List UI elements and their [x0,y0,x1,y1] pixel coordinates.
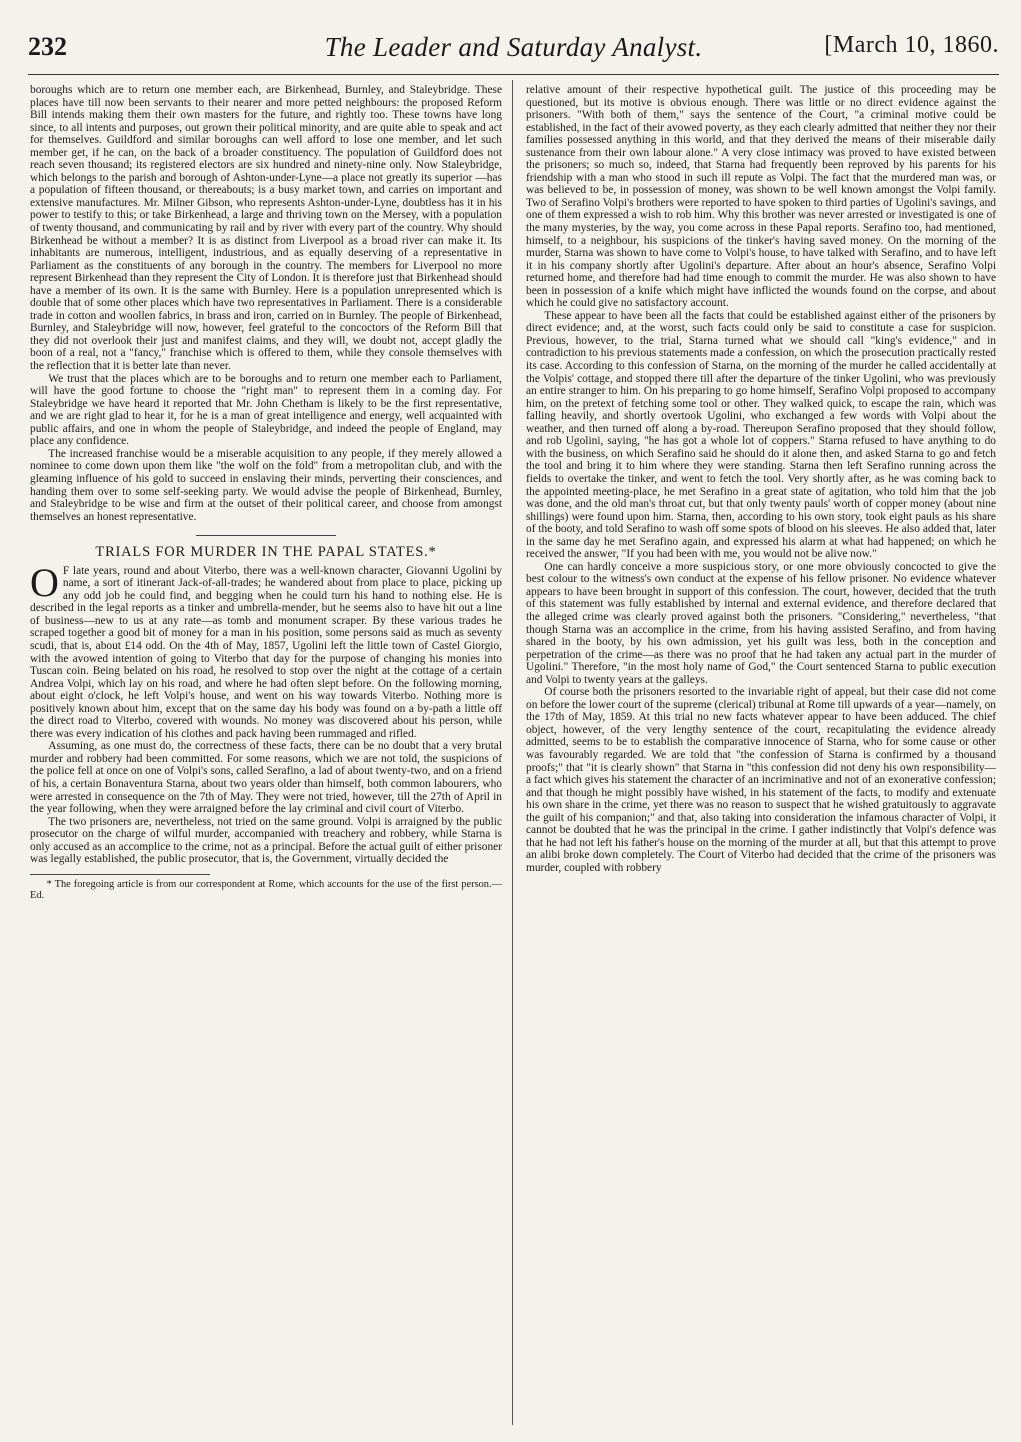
issue-date: [March 10, 1860. [824,32,999,58]
left-column [30,84,502,902]
article-paragraph: These appear to have been all the facts that could be established against either of the prisoners by direct evidence; and, at the worst, such facts could only be said to constitute a case for suspicion. Previous, however, to the trial, Starna turned what we should call "king's evidence," and in contradiction to his previous statements made a confession, on which the prosecution practically rested its case. According to this confession of Starna, on the morning of the murder he called accidentally at the Volpis' cottage, and stopped there till after the departure of the tinker Ugolini, who was previously an entire stranger to him. On his preparing to go home himself, Serafino Volpi proposed to accompany him, on the pretext of fetching some tool or other. They walked quick, to escape the rain, which was falling heavily, and shortly overtook Ugolini, who exchanged a few words with Volpi about the weather, and then turned off along a by-road. Thereupon Serafino proposed that they should follow, and rob Ugolini, saying, "he has got a whole lot of coppers." Starna refused to have anything to do with the business, on which Serafino said he should do it alone then, and asked Starna to go and fetch the tool and bring it to him where they were standing. Starna then left Serafino running across the fields to overtake the tinker, and went to fetch the tool. Very shortly after, as he was coming back to the appointed meeting-place, he met Serafino in a great state of agitation, who told him that the job was done, and the old man's throat cut, but that only twenty pauls' worth of copper money (about nine shillings) were found upon him. Starna, then, according to his own story, took eight pauls as his share of the booty, and told Serafino to wash off some spots of blood on his sleeves. He also added that, later in the same day he met Serafino again, and expressed his alarm at what had happened; on which he received the answer, "If you had been with me, you would not be alive now." [526,309,996,561]
section-divider [196,535,336,536]
article-paragraph: The increased franchise would be a miserable acquisition to any people, if they merely allowed a nominee to come down upon them like "the wolf on the fold" from a metropolitan club, and with the gleaming influence of his gold to succeed in enslaving their minds, perverting their consciences, and handing them over to some self-seeking party. We would advise the people of Birkenhead, Burnley, and Staleybridge to be wise and firm at the outset of their political career, and choose from amongst themselves an honest representative. [30,447,502,523]
article-paragraph: relative amount of their respective hypothetical guilt. The justice of this proceeding may be questioned, but its motive is obvious enough. There was little or no direct evidence against the prisoners. "With both of them," says the sentence of the Court, "a criminal motive could be established, in the fact of their avowed poverty, as they each clearly admitted that neither they nor their families possessed anything in this world, and that they derived the means of their miserable daily sustenance from their own labour alone." A very close intimacy was proved to have existed between the prisoners; so much so, indeed, that Starna had frequently been reproved by his parents for his friendship with a man who stood in such ill repute as Volpi. The fact that the murdered man was, or was believed to be, in possession of money, was shown to be well known amongst the Volpi family. Two of Serafino Volpi's brothers were reported to have spoken to third parties of Ugolini's savings, and one of them expressed a wish to rob him. Why this brother was never arrested or investigated is one of the many mysteries, by the way, you come across in these Papal reports. Serafino too, had mentioned, himself, to a neighbour, his suspicions of the tinker's having saved money. On the morning of the murder, Starna was shown to have come to Volpi's house, to have talked with Serafino, and to have left it in his company shortly after Ugolini's departure. After about an hour's absence, Serafino Volpi returned home, and therefore had had time enough to commit the murder. He was also shown to have been in possession of a knife which might have inflicted the wounds found on the corpse, and about which he could give no satisfactory account. [526,84,996,310]
column-divider [512,80,513,1425]
right-column [526,84,996,874]
publication-title: The Leader and Saturday Analyst. [324,32,703,62]
footnote-rule [30,874,210,875]
article-paragraph: We trust that the places which are to be boroughs and to return one member each to Parliament, will have the good fortune to choose the "right man" to represent them in a coming day. For Staleybridge we have heard it reported that Mr. John Chetham is likely to be the first representative, and we are right glad to hear it, for he is a man of great intelligence and energy, well acquainted with public affairs, and one in whom the people of Staleybridge, and indeed the people of England, may place any confidence. [30,372,502,448]
footnote: * The foregoing article is from our correspondent at Rome, which accounts for the use of the first person.—Ed. [30,878,502,902]
header-rule [28,74,999,75]
first-paragraph-text: F late years, round and about Viterbo, there was a well-known character, Giovanni Ugolini by name, a sort of itinerant Jack-of-all-trades; he wandered about from place to place, picking up any odd job he could find, and begging when he could turn his hand to nothing else. He is described in the legal reports as a tinker and umbrella-mender, but he seems also to have hit out a line of business—new to us at any rate—as tomb and monument scraper. By these various trades he scraped together a good bit of money for a man in his position, some persons said as much as seventy scudi, that is, about £14 odd. On the 4th of May, 1857, Ugolini left the little town of Castel Giorgio, with the avowed intention of going to Viterbo that day for the purpose of changing his monies into Tuscan coin. Being belated on his road, he resolved to stop over the night at the cottage of a certain Andrea Volpi, which lay on his road, and where he had often slept before. On the following morning, about eight o'clock, he left Volpi's house, and went on his way towards Viterbo. Nothing more is positively known about him, except that on the same day his body was found on a by-path a little off the direct road to Viterbo, covered with wounds. No money was discovered about his person, while there was every indication of his clothes and pack having been rummaged and rifled. [30,564,502,740]
page-number: 232 [28,32,67,61]
article-paragraph: The two prisoners are, nevertheless, not tried on the same ground. Volpi is arraigned by the public prosecutor on the charge of wilful murder, accompanied with treachery and robbery, while Starna is only accused as an accomplice to the crime, not as a principal. Before the actual guilt of either prisoner was legally established, the public prosecutor, that is, the Government, virtually decided the [30,815,502,866]
article-paragraph: One can hardly conceive a more suspicious story, or one more obviously concocted to give the best colour to the witness's own conduct at the expense of his fellow prisoner. No evidence whatever appears to have been brought in support of this confession. The court, however, decided that the truth of this statement was fully established by internal and external evidence, and therefore declared that the alleged crime was clearly proved against both the prisoners. "Considering," nevertheless, "that though Starna was an accomplice in the crime, from his having assisted Serafino, and from having shared in the booty, by his own admission, yet his guilt was less, both in the conception and perpetration of the crime—as there was no proof that he had taken any actual part in the murder of Ugolini." Therefore, "in the most holy name of God," the Court sentenced Starna to public execution and Volpi to twenty years at the galleys. [526,560,996,686]
article-paragraph [30,559,502,741]
section-title: TRIALS FOR MURDER IN THE PAPAL STATES.* [95,544,437,561]
article-paragraph: Of course both the prisoners resorted to the invariable right of appeal, but their case did not come on before the lower court of the supreme (clerical) tribunal at Rome till upwards of a year—namely, on the 17th of May, 1859. At this trial no new facts whatever appear to have been adduced. The chief object, however, of the very lengthy sentence of the court, recapitulating the evidence already admitted, seems to be to establish the comparative innocence of Starna, who for some cause or other was favourably regarded. We are told that "the confession of Starna is confirmed by a thousand proofs;" that "it is clearly shown" that Starna in "this confession did not deny his own responsibility—a fact which gives his statement the character of an incriminative and not of an exonerative confession; and that though he might possibly have wished, in his statement of the facts, to modify and extenuate his own share in the crime, yet there was no reason to suspect that he wished gratuitously to aggravate the guilt of his companion;" and that, also taking into consideration the infamous character of Volpi, it cannot be doubted that he was the principal in the crime. I gather indistinctly that Volpi's defence was that he had not left his father's house on the morning of the murder at all, but that this attempt to prove an alibi broke down completely. The Court of Viterbo had decided that the crime of the prisoners was murder, coupled with robbery [526,686,996,874]
page-header [28,30,999,70]
article-paragraph: boroughs which are to return one member each, are Birkenhead, Burnley, and Staleybridge. These places have till now been servants to their nearer and more petted neighbours: the proposed Reform Bill intends making them their own masters for the future, and rightly too. These towns have long since, to all intents and purposes, out grown their political minority, and are quite able to speak and act for themselves. Guildford and similar boroughs can well afford to lose one member, and let such member get, if he can, on the back of a broader constituency. The population of Guildford does not reach seven thousand; its registered electors are six hundred and ninety-nine only. Now Staleybridge, which belongs to the parish and borough of Ashton-under-Lyne—a place not greatly its superior —has a population of fifteen thousand, or thereabouts; is a busy market town, and carries on important and extensive manufactures. Mr. Milner Gibson, who represents Ashton-under-Lyne, doubtless has it in his power to testify to this; or take Birkenhead, a large and thriving town on the Mersey, with a population of twenty thousand, and communicating by rail and by river with every part of the country. Why should Birkenhead be without a member? It is as distinct from Liverpool as a broad river can make it. Its inhabitants are numerous, intelligent, industrious, and as equally deserving of a representative in Parliament as the constituents of any borough in the country. The members for Liverpool no more represent Birkenhead than they represent the City of London. It is therefore just that Birkenhead should have a member of its own. It is the same with Burnley. Here is a population unrepresented which is double that of some other places which have two representatives in Parliament. There is a considerable trade in cotton and woollen fabrics, in brass and iron, carried on in Burnley. The people of Birkenhead, Burnley, and Staleybridge will now, however, feel grateful to the concoctors of the Reform Bill that they did not overlook their just and manifest claims, and they will, we doubt not, accept gladly the boon of a real, not a "fancy," franchise which is offered to them, while they console themselves with the reflection that it is better late than never. [30,84,502,373]
article-paragraph: Assuming, as one must do, the correctness of these facts, there can be no doubt that a very brutal murder and robbery had been committed. For some reasons, which we are not told, the suspicions of the police fell at once on one of Volpi's sons, called Serafino, a lad of about twenty-two, and on a friend of his, a certain Bonaventura Starna, about two years older than himself, both common labourers, who were arrested in consequence on the 7th of May. They were not tried, however, till the 27th of April in the year following, when they were arraigned before the lay criminal and civil court of Viterbo. [30,740,502,816]
drop-cap: O [30,559,59,605]
